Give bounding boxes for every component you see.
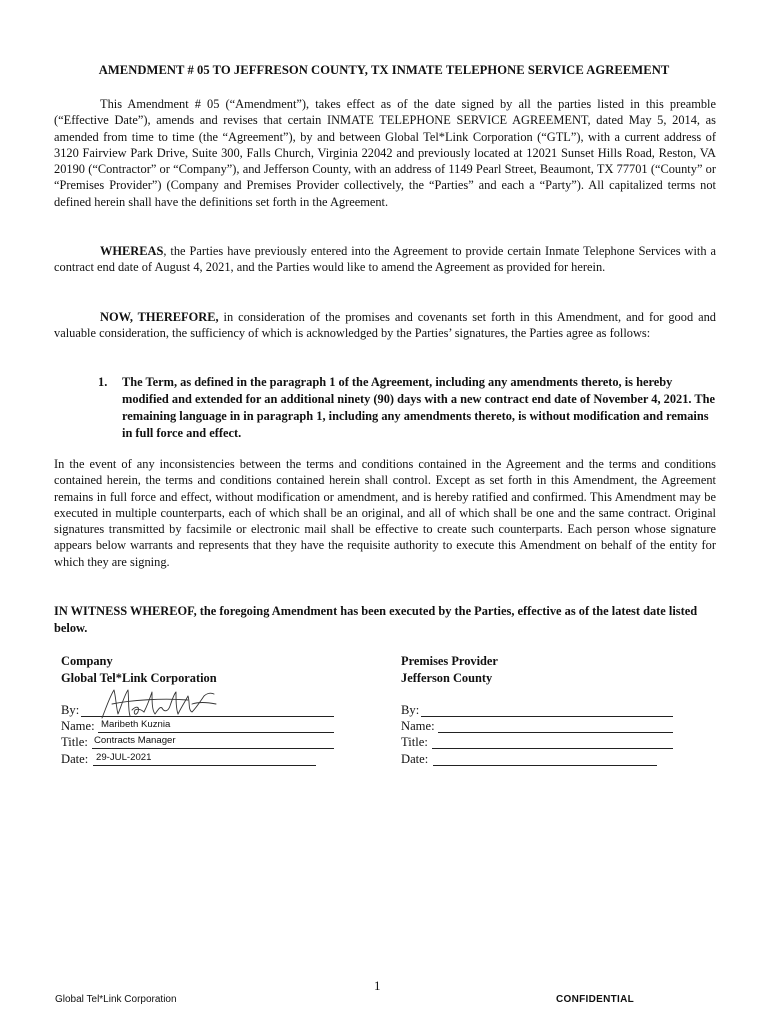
- provider-by-row: [401, 702, 676, 719]
- company-entity: Global Tel*Link Corporation: [61, 671, 217, 685]
- provider-title-row: [401, 734, 676, 751]
- company-title-row: [61, 734, 336, 751]
- item-text: The Term, as defined in the paragraph 1 of the Agreement, including any amendments thereto, is hereby modified and extended for an additional ninety (90) days with a new contract end date of November 4, 2021. The remaining language in in paragraph 1, including any amendments thereto, is without modification and remains in full force and effect.: [122, 375, 716, 440]
- provider-name-label: Name:: [401, 719, 435, 733]
- provider-date-label: Date:: [401, 752, 429, 766]
- whereas-lead: WHEREAS: [100, 244, 164, 258]
- company-name-label: Name:: [61, 719, 95, 733]
- company-name-line[interactable]: [98, 732, 334, 733]
- company-date-line[interactable]: [93, 765, 316, 766]
- company-block-header: [61, 653, 217, 687]
- provider-date-line[interactable]: [433, 765, 657, 766]
- company-name-value: Maribeth Kuznia: [101, 719, 171, 730]
- provider-title-label: Title:: [401, 735, 428, 749]
- provider-date-row: [401, 751, 676, 768]
- company-role: Company: [61, 654, 113, 668]
- company-title-value: Contracts Manager: [94, 735, 176, 746]
- provider-title-line[interactable]: [432, 748, 673, 749]
- company-date-label: Date:: [61, 752, 89, 766]
- witness-clause: IN WITNESS WHEREOF, the foregoing Amendment has been executed by the Parties, effective as of the latest date listed below.: [54, 604, 698, 635]
- footer-company: Global Tel*Link Corporation: [55, 994, 177, 1005]
- provider-entity: Jefferson County: [401, 671, 493, 685]
- inconsistency-paragraph: In the event of any inconsistencies between the terms and conditions contained in the Agreement and the terms and conditions contained herein, the terms and conditions contained herein shall control. Except as set forth in this Amendment, the Agreement remains in full force and effect, without modification or amendment, and is hereby ratified and confirmed. This Amendment may be executed in multiple counterparts, each of which shall be an original, and all of which shall be one and the same contract. Original signatures transmitted by facsimile or electronic mail shall be effective to create such counterparts. Each person whose signature appears below warrants and represents that they have the requisite authority to execute this Amendment on behalf of the entity for which they are signing.: [54, 457, 716, 569]
- now-therefore-lead: NOW, THEREFORE,: [100, 310, 219, 324]
- amendment-item-1: [98, 374, 718, 442]
- handwritten-signature: [92, 684, 222, 724]
- company-date-value: 29-JUL-2021: [96, 752, 152, 763]
- provider-by-line[interactable]: [421, 716, 673, 717]
- provider-block-header: [401, 653, 498, 687]
- company-title-line[interactable]: [92, 748, 334, 749]
- whereas-paragraph: [54, 243, 716, 276]
- provider-name-row: [401, 718, 676, 735]
- footer-confidential: CONFIDENTIAL: [556, 994, 635, 1005]
- item-number: 1.: [98, 375, 108, 389]
- provider-name-line[interactable]: [438, 732, 673, 733]
- company-by-label: By:: [61, 703, 80, 717]
- document-title: AMENDMENT # 05 TO JEFFRESON COUNTY, TX INMATE TELEPHONE SERVICE AGREEMENT: [98, 63, 670, 77]
- now-therefore-paragraph: [54, 309, 716, 342]
- provider-role: Premises Provider: [401, 654, 498, 668]
- company-title-label: Title:: [61, 735, 88, 749]
- now-therefore-text: in consideration of the promises and covenants set forth in this Amendment, and for good and valuable consideration, the sufficiency of which is acknowledged by the Parties’ signatures, the Parties agree as follows:: [54, 310, 716, 341]
- provider-by-label: By:: [401, 703, 420, 717]
- preamble-paragraph: This Amendment # 05 (“Amendment”), takes effect as of the date signed by all the parties listed in this preamble (“Effective Date”), amends and revises that certain INMATE TELEPHONE SERVICE AGREEMENT, dated May 5, 2014, as amended from time to time (the “Agreement”), by and between Global Tel*Link Corporation (“GTL”), with a current address of 3120 Fairview Park Drive, Suite 300, Falls Church, Virginia 22042 and previously located at 12021 Sunset Hills Road, Reston, VA 20190 (“Contractor” or “Company”), and Jefferson County, with an address of 1149 Pearl Street, Beaumont, TX 77701 (“County” or “Premises Provider”) (Company and Premises Provider collectively, the “Parties” and each a “Party”). All capitalized terms not defined herein shall have the definitions set forth in the Agreement.: [54, 97, 716, 209]
- page-number: 1: [374, 978, 381, 993]
- whereas-text: , the Parties have previously entered into the Agreement to provide certain Inmate Telephone Services with a contract end date of August 4, 2021, and the Parties would like to amend the Agreement as provided for herein.: [54, 244, 716, 275]
- company-date-row: [61, 751, 336, 768]
